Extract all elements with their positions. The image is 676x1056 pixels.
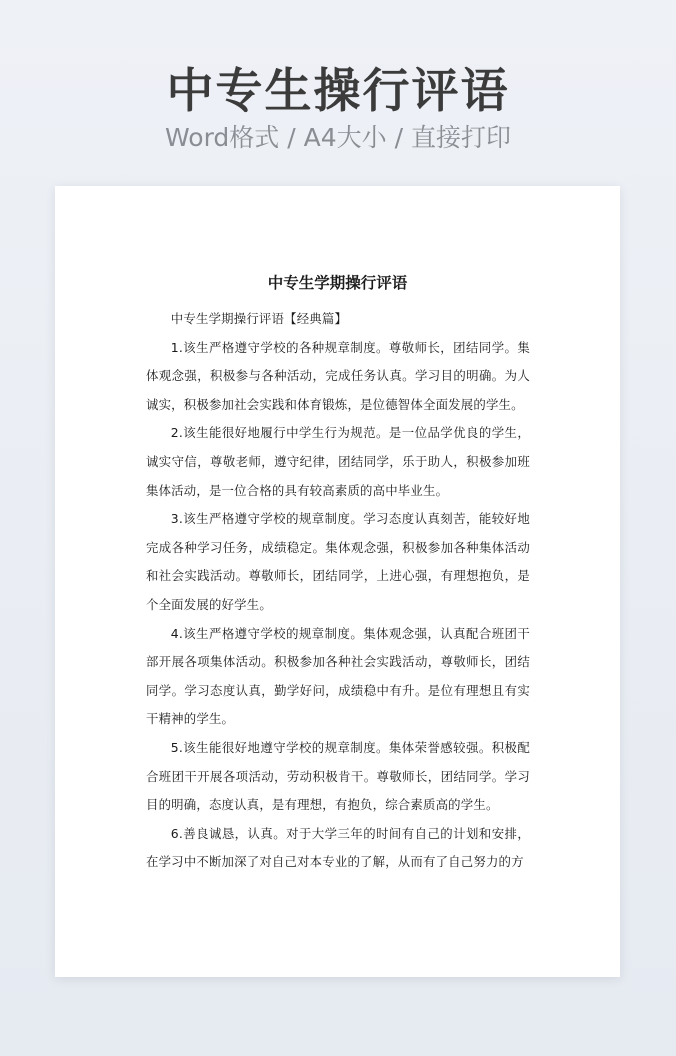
document-page [55,186,620,977]
paragraph-5: 5.该生能很好地遵守学校的规章制度。集体荣誉感较强。积极配合班团干开展各项活动，劳动积极肯干。尊敬师长，团结同学。学习目的明确，态度认真，是有理想，有抱负，综合素质高的学生。 [146,739,530,813]
paragraph-3: 3.该生严格遵守学校的规章制度。学习态度认真刻苦，能较好地完成各种学习任务，成绩稳定。集体观念强，积极参加各种集体活动和社会实践活动。尊敬师长，团结同学，上进心强，有理想抱负，是个全面发展的好学生。 [146,511,530,612]
paragraph-intro: 中专生学期操行评语【经典篇】 [170,311,348,326]
paragraph-6: 6.善良诚恳，认真。对于大学三年的时间有自己的计划和安排，在学习中不断加深了对自己对本专业的了解，从而有了自己努力的方 [146,825,530,870]
promo-title: 中专生操行评语 [166,64,510,119]
document-title: 中专生学期操行评语 [267,274,408,292]
paragraph-2: 2.该生能很好地履行中学生行为规范。是一位品学优良的学生，诚实守信，尊敬老师，遵守纪律，团结同学，乐于助人，积极参加班集体活动，是一位合格的具有较高素质的高中毕业生。 [146,425,530,498]
document-body [146,305,530,877]
paragraph-4: 4.该生严格遵守学校的规章制度。集体观念强，认真配合班团干部开展各项集体活动。积极参加各种社会实践活动，尊敬师长，团结同学。学习态度认真，勤学好问，成绩稳中有升。是位有理想且有实干精神的学生。 [146,625,530,727]
paragraph-1: 1.该生严格遵守学校的各种规章制度。尊敬师长，团结同学。集体观念强，积极参与各种活动，完成任务认真。学习目的明确。为人诚实，积极参加社会实践和体育锻炼，是位德智体全面发展的学生。 [146,339,530,412]
promo-subtitle: Word格式 / A4大小 / 直接打印 [165,123,511,152]
